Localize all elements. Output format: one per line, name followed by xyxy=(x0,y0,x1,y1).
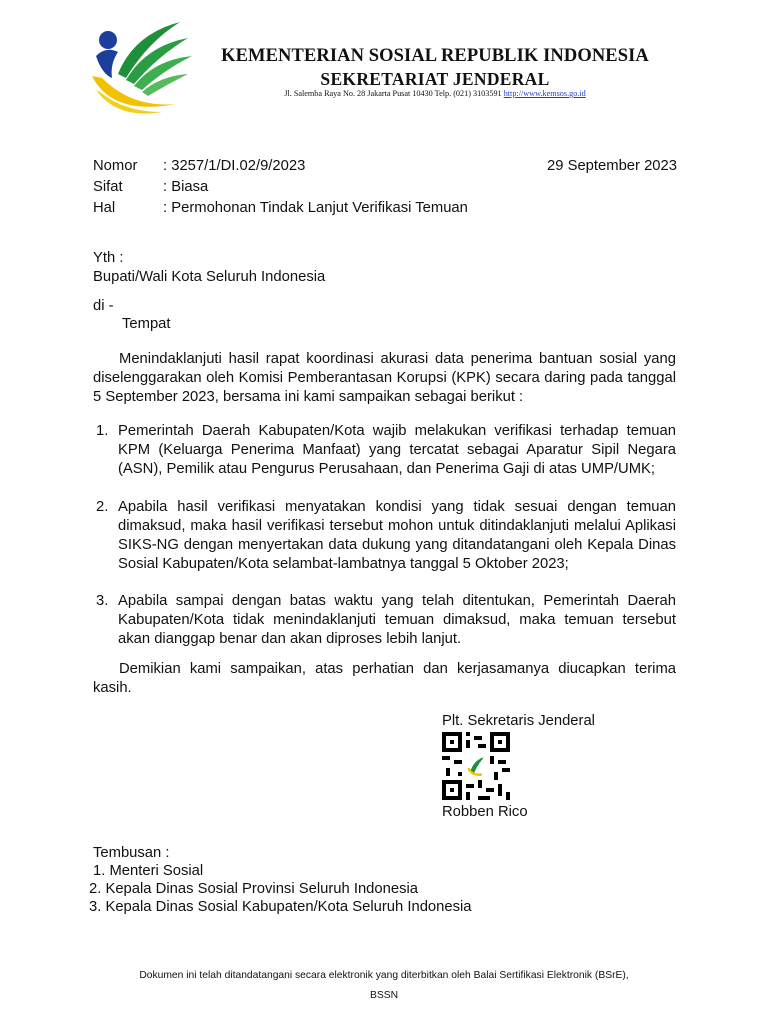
logo-blue-figure xyxy=(96,50,118,78)
tembusan-item: 3. Kepala Dinas Sosial Kabupaten/Kota Seluruh Indonesia xyxy=(89,899,472,915)
tembusan-item: 2. Kepala Dinas Sosial Provinsi Seluruh Indonesia xyxy=(89,881,419,897)
list-item-number: 3. xyxy=(96,593,109,609)
sifat-label: Sifat xyxy=(93,179,123,195)
logo-head-dot xyxy=(99,31,117,49)
secretariat-name: SEKRETARIAT JENDERAL xyxy=(320,69,550,89)
address-text: Jl. Salemba Raya No. 28 Jakarta Pusat 10430 Telp. (021) 3103591 xyxy=(284,89,502,98)
recipient-name: Bupati/Wali Kota Seluruh Indonesia xyxy=(93,269,326,285)
nomor-value: : 3257/1/DI.02/9/2023 xyxy=(163,158,306,174)
logo-leaf-1 xyxy=(118,22,180,78)
signatory-title: Plt. Sekretaris Jenderal xyxy=(442,713,595,729)
sifat-value: : Biasa xyxy=(163,179,209,195)
di-label: di - xyxy=(93,298,114,314)
tembusan-heading: Tembusan : xyxy=(93,845,170,861)
list-item-text: Pemerintah Daerah Kabupaten/Kota wajib melakukan verifikasi terhadap temuan KPM (Keluarga Penerima Manfaat) yang tercatat sebagai Aparatur Sipil Negara (ASN), Pemilik atau Pengurus Perusahaan, dan Penerima Gaji di atas UMP/UMK; xyxy=(118,423,676,477)
list-item-number: 2. xyxy=(96,499,109,515)
letter-date: 29 September 2023 xyxy=(547,158,677,174)
footer-line-1: Dokumen ini telah ditandatangani secara elektronik yang diterbitkan oleh Balai Sertifikasi Elektronik (BSrE), xyxy=(139,970,629,981)
qr-code xyxy=(442,732,510,800)
tembusan-item: 1. Menteri Sosial xyxy=(93,863,204,879)
signatory-name: Robben Rico xyxy=(442,804,528,820)
kemensos-logo xyxy=(88,16,196,118)
list-item-text: Apabila sampai dengan batas waktu yang telah ditentukan, Pemerintah Daerah Kabupaten/Kota tidak menindaklanjuti temuan dimaksud, maka temuan tersebut akan dianggap benar dan akan diproses lebih lanjut. xyxy=(118,593,676,647)
closing-paragraph: Demikian kami sampaikan, atas perhatian dan kerjasamanya diucapkan terima kasih. xyxy=(93,661,676,696)
hal-label: Hal xyxy=(93,200,116,216)
ministry-name: KEMENTERIAN SOSIAL REPUBLIK INDONESIA xyxy=(221,46,649,66)
letterhead-address xyxy=(200,89,670,98)
list-item-number: 1. xyxy=(96,423,109,439)
nomor-label: Nomor xyxy=(93,158,138,174)
tempat-label: Tempat xyxy=(122,316,171,332)
list-item-text: Apabila hasil verifikasi menyatakan kondisi yang tidak sesuai dengan temuan dimaksud, maka hasil verifikasi tersebut mohon untuk ditindaklanjuti melalui Aplikasi SIKS-NG dengan menyertakan data dukung yang ditandatangani oleh Kepala Dinas Sosial Kabupaten/Kota selambat-lambatnya tanggal 5 Oktober 2023; xyxy=(118,499,676,572)
yth-label: Yth : xyxy=(93,250,124,266)
hal-value: : Permohonan Tindak Lanjut Verifikasi Temuan xyxy=(163,200,468,216)
footer-line-2: BSSN xyxy=(369,990,399,1001)
intro-paragraph: Menindaklanjuti hasil rapat koordinasi akurasi data penerima bantuan sosial yang diselenggarakan oleh Komisi Pemberantasan Korupsi (KPK) secara daring pada tanggal 5 September 2023, bersama ini kami sampaikan sebagai berikut : xyxy=(93,351,676,405)
website-link[interactable]: http://www.kemsos.go.id xyxy=(503,89,586,98)
